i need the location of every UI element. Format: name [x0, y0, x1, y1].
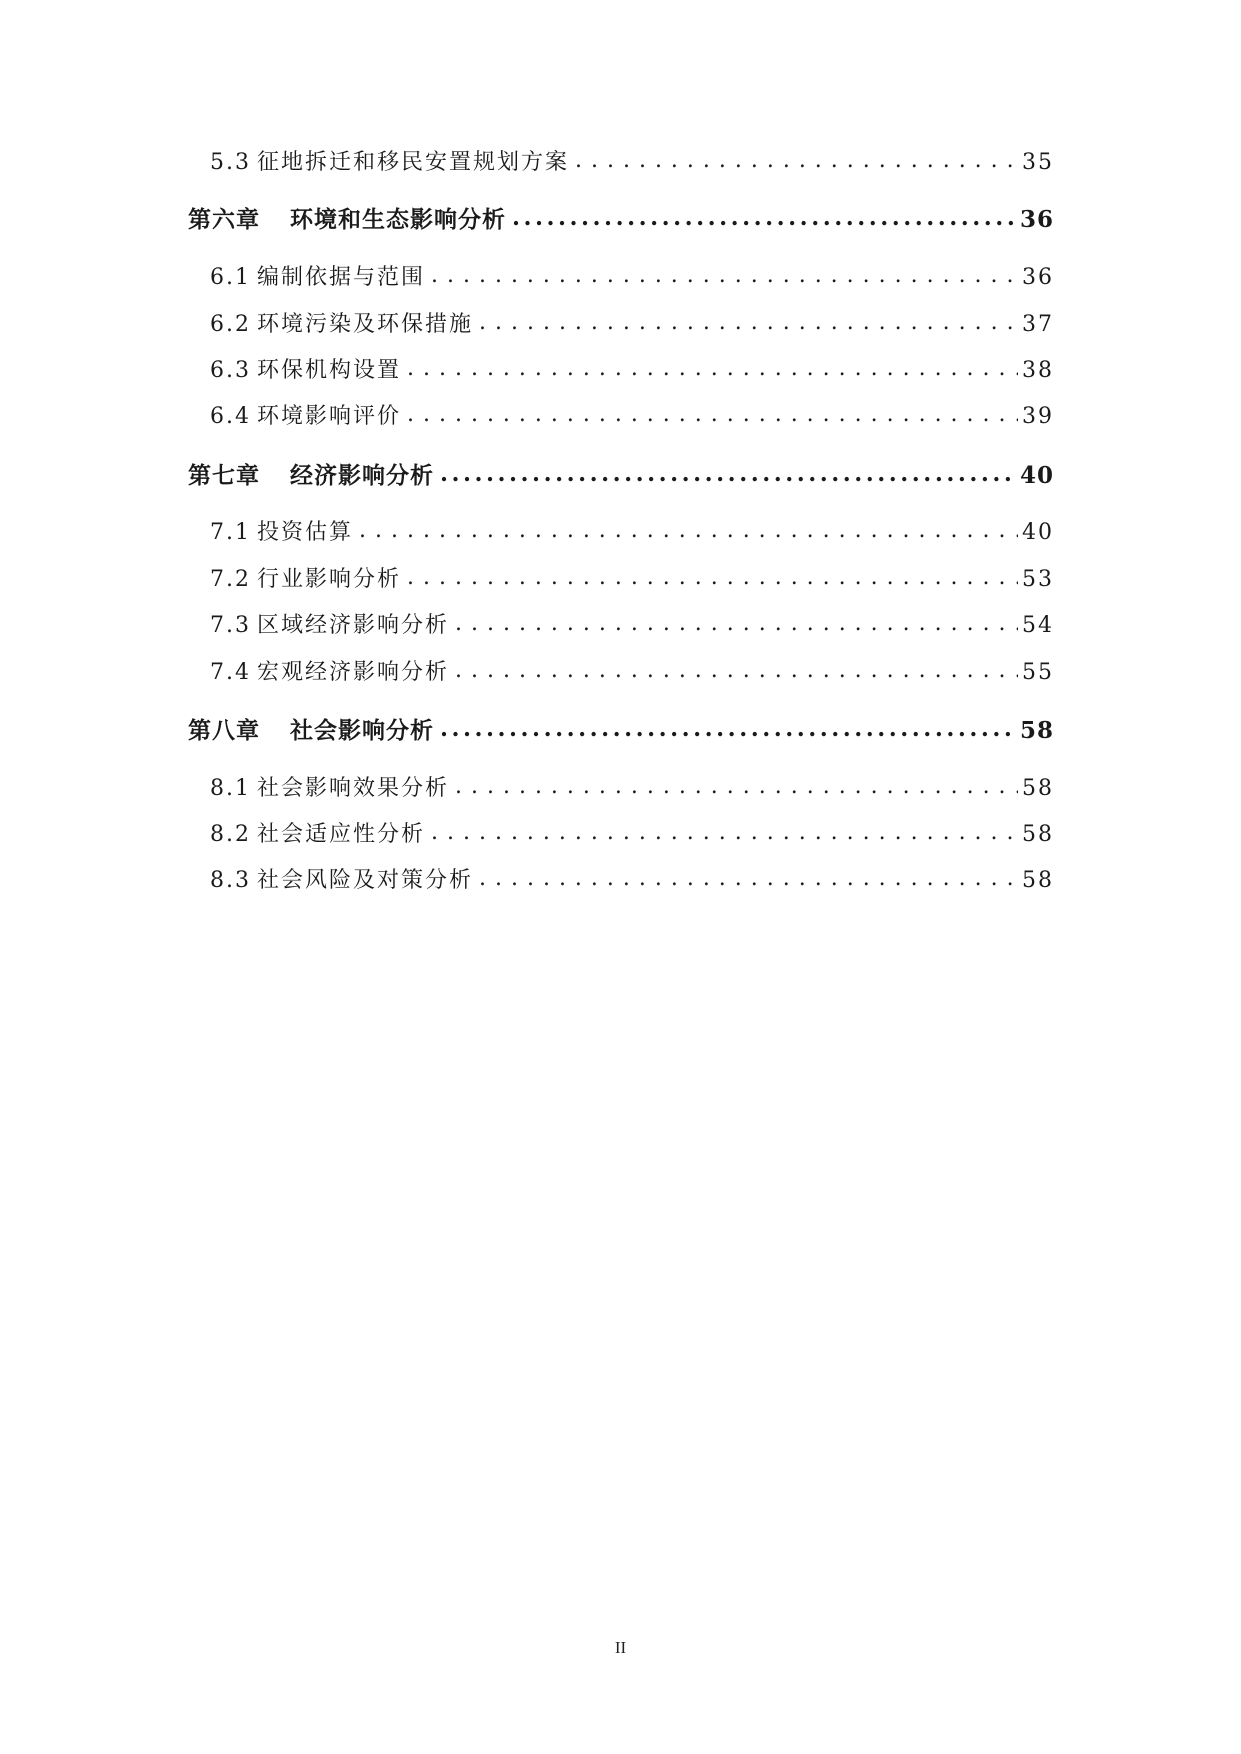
toc-entry-6-1[interactable]: [210, 261, 1054, 295]
dot-leader: [575, 144, 1018, 178]
toc-entry-6-4[interactable]: [210, 400, 1054, 434]
toc-entry-number: 6.4: [210, 404, 251, 429]
dot-leader: [359, 514, 1018, 548]
toc-entry-page: 53: [1022, 567, 1054, 592]
dot-leader: [431, 259, 1018, 293]
dot-leader: [431, 816, 1018, 850]
toc-chapter-8[interactable]: [188, 714, 1054, 748]
toc-entry-title: 征地拆迁和移民安置规划方案: [257, 150, 570, 175]
dot-leader: [407, 352, 1018, 386]
toc-chapter-page: 58: [1019, 717, 1054, 744]
toc-entry-title: 环境影响评价: [257, 404, 402, 429]
toc-entry-number: 7.4: [210, 660, 251, 685]
toc-chapter-7[interactable]: [188, 459, 1054, 493]
toc-chapter-page: 36: [1019, 206, 1054, 233]
toc-entry-7-4[interactable]: [210, 656, 1054, 690]
toc-entry-title: 社会风险及对策分析: [257, 868, 474, 893]
toc-chapter-title: 环境和生态影响分析: [290, 206, 506, 233]
toc-entry-number: 8.2: [210, 822, 251, 847]
toc-entry-6-2[interactable]: [210, 308, 1054, 342]
dot-leader: [455, 607, 1018, 641]
dot-leader: [512, 201, 1016, 235]
toc-entry-8-2[interactable]: [210, 818, 1054, 852]
toc-entry-7-2[interactable]: [210, 563, 1054, 597]
dot-leader: [407, 561, 1018, 595]
toc-entry-6-3[interactable]: [210, 354, 1054, 388]
toc-entry-number: 5.3: [210, 150, 251, 175]
toc-entry-title: 宏观经济影响分析: [257, 660, 450, 685]
toc-entry-5-3[interactable]: [210, 146, 1054, 180]
toc-entry-7-3[interactable]: [210, 609, 1054, 643]
toc-entry-number: 6.2: [210, 312, 251, 337]
toc-chapter-title: 社会影响分析: [290, 717, 434, 744]
dot-leader: [407, 398, 1018, 432]
toc-entry-8-1[interactable]: [210, 772, 1054, 806]
toc-entry-title: 区域经济影响分析: [257, 613, 450, 638]
toc-entry-number: 7.1: [210, 520, 251, 545]
toc-chapter-page: 40: [1019, 462, 1054, 489]
toc-entry-title: 社会影响效果分析: [257, 776, 450, 801]
toc-entry-8-3[interactable]: [210, 864, 1054, 898]
toc-entry-page: 38: [1022, 358, 1054, 383]
toc-entry-page: 35: [1022, 150, 1054, 175]
dot-leader: [479, 862, 1018, 896]
dot-leader: [455, 654, 1018, 688]
toc-entry-page: 58: [1022, 776, 1054, 801]
toc-entry-title: 行业影响分析: [257, 567, 402, 592]
toc-entry-title: 社会适应性分析: [257, 822, 426, 847]
toc-entry-number: 6.3: [210, 358, 251, 383]
toc-entry-number: 7.2: [210, 567, 251, 592]
dot-leader: [440, 712, 1016, 746]
toc-entry-page: 58: [1022, 822, 1054, 847]
toc-entry-number: 6.1: [210, 265, 251, 290]
toc-chapter-number: 第六章: [188, 206, 260, 233]
toc-entry-7-1[interactable]: [210, 516, 1054, 550]
toc-chapter-title: 经济影响分析: [290, 462, 434, 489]
toc-entry-page: 39: [1022, 404, 1054, 429]
dot-leader: [440, 457, 1016, 491]
dot-leader: [455, 770, 1018, 804]
toc-chapter-6[interactable]: [188, 203, 1054, 237]
toc-entry-page: 40: [1022, 520, 1054, 545]
toc-entry-title: 编制依据与范围: [257, 265, 426, 290]
toc-entry-page: 55: [1022, 660, 1054, 685]
toc-entry-title: 环保机构设置: [257, 358, 402, 383]
toc-entry-number: 7.3: [210, 613, 251, 638]
toc-entry-page: 37: [1022, 312, 1054, 337]
toc-entry-number: 8.1: [210, 776, 251, 801]
page-number-footer: II: [614, 1638, 627, 1657]
toc-entry-title: 投资估算: [257, 520, 354, 545]
toc-chapter-number: 第七章: [188, 462, 260, 489]
toc-entry-page: 54: [1022, 613, 1054, 638]
toc-chapter-number: 第八章: [188, 717, 260, 744]
toc-entry-page: 36: [1022, 265, 1054, 290]
dot-leader: [479, 306, 1018, 340]
toc-entry-title: 环境污染及环保措施: [257, 312, 474, 337]
toc-entry-page: 58: [1022, 868, 1054, 893]
toc-entry-number: 8.3: [210, 868, 251, 893]
